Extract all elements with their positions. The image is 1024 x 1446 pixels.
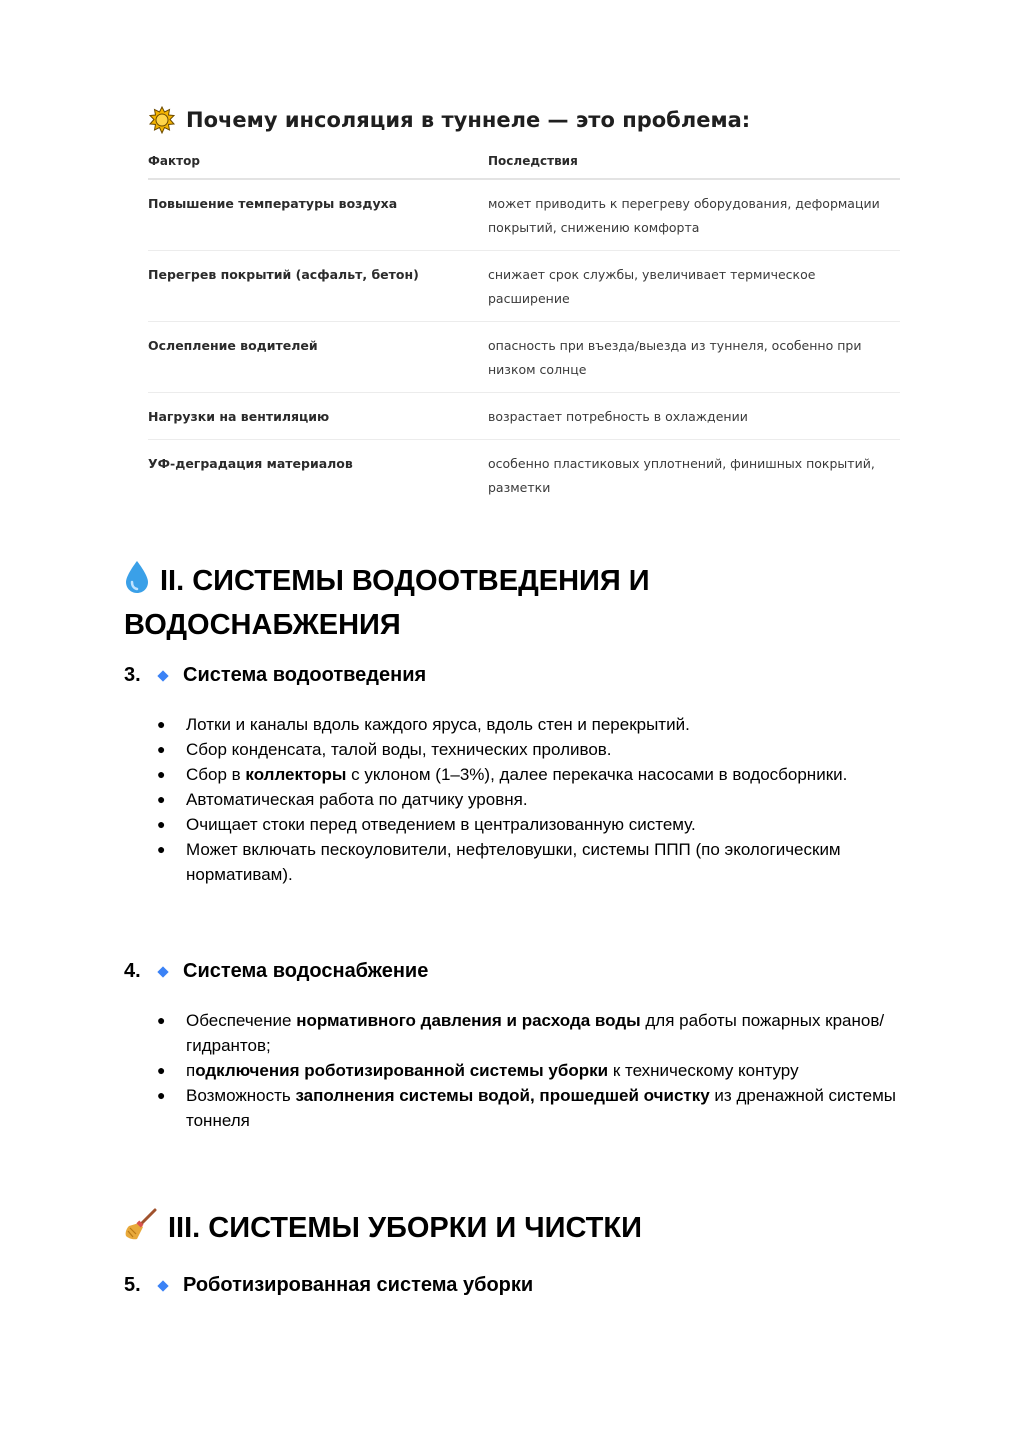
table-block-heading bbox=[148, 100, 900, 140]
bullet-icon: ● bbox=[157, 716, 166, 732]
column-header-effect: Последствия bbox=[488, 148, 900, 179]
blue-diamond-icon bbox=[157, 670, 168, 681]
bold-text: коллекторы bbox=[245, 765, 347, 784]
text: для работы пожарных кранов/гидрантов; bbox=[186, 1011, 885, 1055]
subsection-number: 5. bbox=[124, 1274, 141, 1296]
text: п bbox=[186, 1061, 196, 1080]
broom-icon bbox=[124, 1207, 158, 1252]
effect-cell: особенно пластиковых уплотнений, финишных покрытий, разметки bbox=[488, 456, 875, 495]
subsection-number: 3. bbox=[124, 664, 141, 686]
factor-cell: Ослепление водителей bbox=[148, 322, 488, 393]
list-item bbox=[124, 1083, 904, 1133]
table-row bbox=[148, 440, 900, 511]
table-row bbox=[148, 393, 900, 440]
text: Сбор в bbox=[186, 765, 246, 784]
list-item bbox=[124, 737, 904, 762]
subsection-title: Система водоснабжение bbox=[183, 960, 429, 982]
column-header-factor: Фактор bbox=[148, 148, 488, 179]
section-2-title-line1: II. СИСТЕМЫ ВОДООТВЕДЕНИЯ И bbox=[160, 565, 650, 597]
text: Обеспечение bbox=[186, 1011, 297, 1030]
list-item bbox=[124, 787, 904, 812]
subsection-4-heading bbox=[124, 960, 428, 983]
list-item bbox=[124, 1008, 904, 1058]
list-item bbox=[124, 712, 904, 737]
text: из дренажной системы тоннеля bbox=[186, 1086, 896, 1130]
subsection-number: 4. bbox=[124, 960, 141, 982]
water-supply-bullet-list bbox=[124, 1008, 904, 1133]
subsection-title: Роботизированная система уборки bbox=[183, 1274, 534, 1296]
table-row bbox=[148, 322, 900, 393]
bullet-icon: ● bbox=[157, 1087, 166, 1103]
list-item bbox=[124, 812, 904, 837]
table-row bbox=[148, 251, 900, 322]
water-drop-icon bbox=[124, 560, 150, 605]
bullet-icon: ● bbox=[157, 766, 166, 782]
factor-cell: Повышение температуры воздуха bbox=[148, 179, 488, 251]
table-block-title: Почему инсоляция в туннеле — это проблема: bbox=[186, 108, 751, 132]
bullet-icon: ● bbox=[157, 741, 166, 757]
blue-diamond-icon bbox=[157, 1280, 168, 1291]
table-header-row bbox=[148, 148, 900, 179]
bullet-icon: ● bbox=[157, 1012, 166, 1028]
section-2-heading bbox=[124, 560, 650, 645]
list-item bbox=[124, 837, 904, 887]
text: Возможность bbox=[186, 1086, 296, 1105]
bullet-icon: ● bbox=[157, 791, 166, 807]
effect-cell: снижает срок службы, увеличивает термическое расширение bbox=[488, 251, 900, 322]
text: к техническому контуру bbox=[608, 1061, 799, 1080]
text: Очищает стоки перед отведением в централизованную систему. bbox=[186, 815, 696, 834]
bullet-icon: ● bbox=[157, 841, 166, 857]
effect-cell: возрастает потребность в охлаждении bbox=[488, 393, 900, 440]
sun-icon bbox=[148, 106, 176, 134]
section-3-heading bbox=[124, 1207, 642, 1252]
factor-cell: Перегрев покрытий (асфальт, бетон) bbox=[148, 251, 488, 322]
bold-text: заполнения системы водой, прошедшей очистку bbox=[295, 1086, 710, 1105]
subsection-title: Система водоотведения bbox=[183, 664, 427, 686]
text: Может включать пескоуловители, нефтеловушки, системы ППП (по экологическим нормативам). bbox=[186, 840, 841, 884]
factor-cell: УФ-деградация материалов bbox=[148, 456, 353, 471]
section-3-title: III. СИСТЕМЫ УБОРКИ И ЧИСТКИ bbox=[168, 1212, 642, 1244]
factor-cell: Нагрузки на вентиляцию bbox=[148, 393, 488, 440]
text: с уклоном (1–3%), далее перекачка насосами в водосборники. bbox=[346, 765, 848, 784]
text: Сбор конденсата, талой воды, технических проливов. bbox=[186, 740, 612, 759]
text: Автоматическая работа по датчику уровня. bbox=[186, 790, 528, 809]
insolation-table-block bbox=[148, 100, 900, 510]
list-item bbox=[124, 1058, 904, 1083]
drainage-bullet-list bbox=[124, 712, 904, 887]
list-item bbox=[124, 762, 904, 787]
bullet-icon: ● bbox=[157, 816, 166, 832]
effect-cell: опасность при въезда/выезда из туннеля, особенно при низком солнце bbox=[488, 322, 900, 393]
bold-text: нормативного давления и расхода воды bbox=[296, 1011, 641, 1030]
subsection-3-heading bbox=[124, 664, 426, 687]
bold-text: одключения роботизированной системы уборки bbox=[195, 1061, 609, 1080]
blue-diamond-icon bbox=[157, 966, 168, 977]
factors-table bbox=[148, 148, 900, 510]
table-row bbox=[148, 179, 900, 251]
subsection-5-heading bbox=[124, 1274, 533, 1297]
text: Лотки и каналы вдоль каждого яруса, вдоль стен и перекрытий. bbox=[186, 715, 690, 734]
effect-cell: может приводить к перегреву оборудования, деформации покрытий, снижению комфорта bbox=[488, 179, 900, 251]
bullet-icon: ● bbox=[157, 1062, 166, 1078]
section-2-title-line2: ВОДОСНАБЖЕНИЯ bbox=[124, 609, 401, 641]
